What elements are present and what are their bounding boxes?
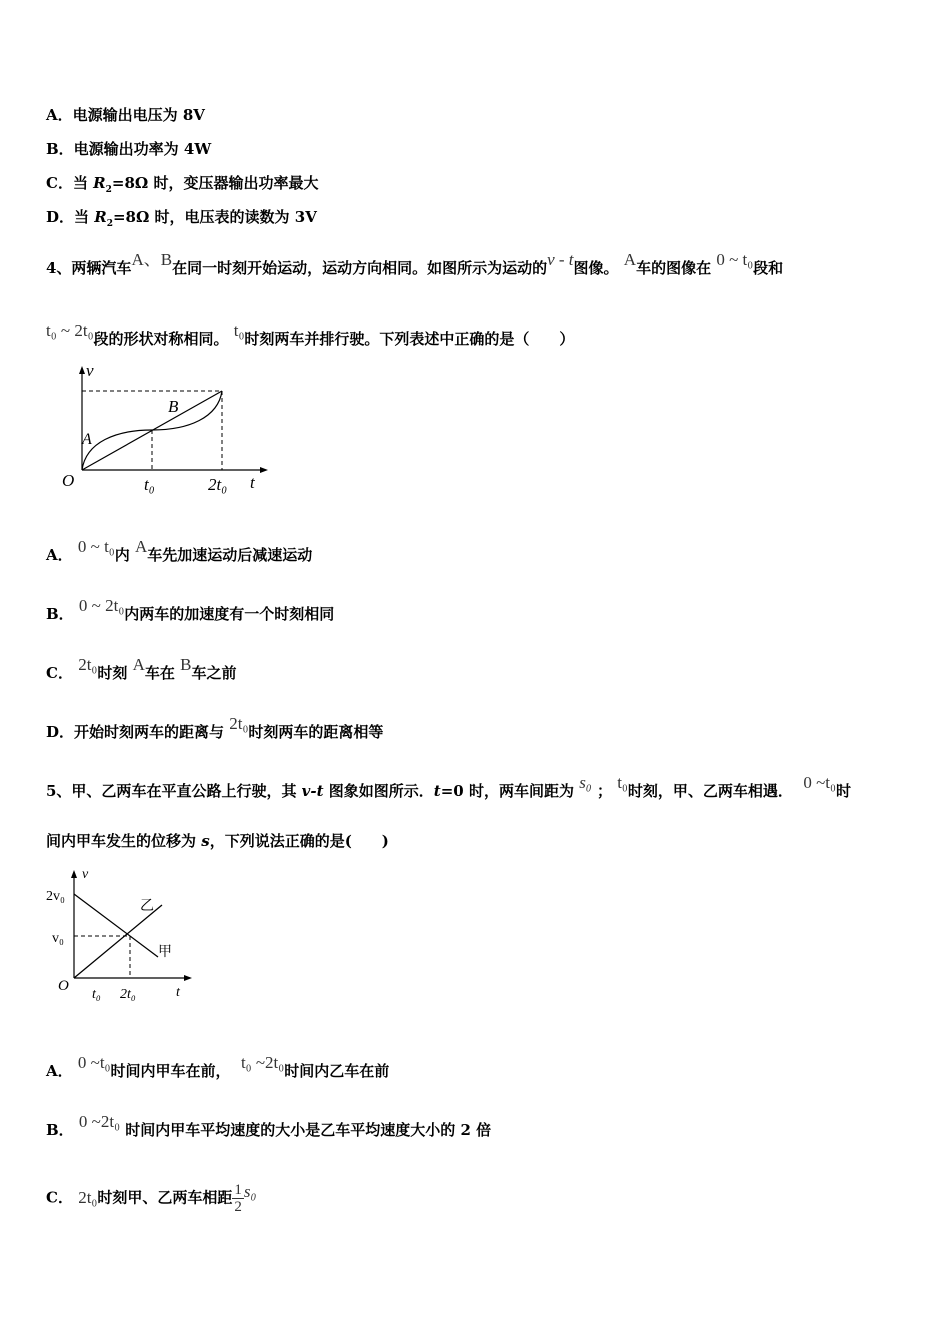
q4-option-a: [46, 537, 313, 565]
q5-label-t0: t₀: [92, 987, 101, 1002]
q5-label-o: O: [58, 978, 69, 994]
q5-b-math1: 0 ~2t₀: [78, 1112, 121, 1131]
q4-c-math2: A: [132, 655, 145, 674]
q5-label-2v0: 2v₀: [46, 889, 65, 904]
q3-option-d: [46, 206, 317, 229]
q5-stem-line1: [46, 773, 851, 801]
q5-c-math-s0: s₀: [243, 1181, 257, 1201]
q4-l2-a: 段的形状对称相同。: [93, 330, 229, 348]
q4-b-label: B．: [46, 605, 74, 623]
q5-option-b: [46, 1112, 492, 1140]
q5-b-text1: 时间内甲车平均速度的大小是乙车平均速度大小的 2 倍: [120, 1121, 492, 1139]
q4-c-text3: 车之前: [191, 664, 237, 682]
q4-l1-c: 图像。: [573, 259, 619, 277]
q5-y-arrow: [71, 870, 77, 878]
q3-option-b: [46, 138, 211, 159]
q4-x-arrow: [260, 467, 268, 473]
q4-b-text1: 内两车的加速度有一个时刻相同: [124, 605, 335, 623]
q5-c-math1: 2t₀: [78, 1187, 98, 1207]
q3-c-r: R: [93, 174, 106, 192]
q3-d-post: =8Ω 时，电压表的读数为 3V: [112, 208, 317, 226]
q4-a-text2: 车先加速运动后减速运动: [147, 546, 313, 564]
q4-stem-line2: [46, 321, 575, 349]
q4-a-label: A．: [46, 546, 73, 564]
q5-l2-b: ，下列说法正确的是( ): [209, 832, 389, 850]
q5-label-v0: v₀: [52, 931, 64, 946]
q4-d-text1: 时刻两车的距离相等: [248, 723, 384, 741]
q3-option-a: [46, 104, 205, 125]
q5-label-jia: 甲: [158, 945, 172, 960]
q5-l1-t: t: [433, 782, 441, 800]
q5-math-t0: t₀: [617, 773, 628, 792]
q4-c-math3: B: [180, 655, 192, 674]
q5-a-math2: t₀ ~2t₀: [240, 1053, 285, 1072]
q5-c-fraction: [232, 1182, 244, 1215]
q5-stem-line2: [46, 830, 389, 851]
q4-vt-graph: [56, 362, 276, 502]
q5-vt-graph: [42, 864, 202, 1009]
q5-l1-e: 时刻，甲、乙两车相遇．: [627, 782, 793, 800]
q4-a-math1: 0 ~ t₀: [77, 537, 115, 556]
q5-math-0t0: 0 ~t₀: [803, 773, 836, 792]
q3-option-b-text: B．电源输出功率为 4W: [46, 140, 212, 158]
q3-d-pre: D．当: [46, 208, 95, 226]
q4-label-2t0: 2t₀: [208, 475, 228, 494]
q4-math-t0: t₀: [233, 321, 245, 340]
q4-l1-a: 4、两辆汽车: [46, 259, 132, 277]
q5-x-arrow: [184, 975, 192, 981]
q4-math-t0-2t0: t₀ ~ 2t₀: [46, 321, 94, 340]
q5-label-t: t: [176, 985, 180, 1000]
q4-c-text2: 车在: [144, 664, 175, 682]
q5-l1-d: ；: [596, 782, 612, 800]
q5-a-text2: 时间内乙车在前: [284, 1062, 390, 1080]
q5-label-2t0: 2t₀: [120, 987, 136, 1002]
q4-d-math1: 2t₀: [229, 714, 249, 733]
q3-c-post: =8Ω 时，变压器输出功率最大: [111, 174, 319, 192]
q5-l1-c: =0 时，两车间距为: [440, 782, 574, 800]
q4-l2-b: 时刻两车并排行驶。下列表述中正确的是（ ）: [244, 330, 575, 348]
q4-stem-line1: [46, 250, 784, 278]
q5-a-text1: 时间内甲车在前，: [110, 1062, 231, 1080]
q5-l1-a: 5、甲、乙两车在平直公路上行驶，其: [46, 782, 302, 800]
q4-c-text1: 时刻: [97, 664, 128, 682]
q4-label-t: t: [250, 473, 255, 492]
q5-c-text1: 时刻甲、乙两车相距: [97, 1188, 233, 1207]
q4-option-b: [46, 596, 335, 624]
q5-option-c: [46, 1182, 256, 1215]
q5-line-yi: [74, 905, 162, 978]
q4-math-0t0: 0 ~ t₀: [716, 250, 754, 269]
q4-a-text1: 内: [114, 546, 130, 564]
q3-d-r: R: [94, 208, 107, 226]
q5-label-v: v: [82, 867, 89, 882]
q4-c-math1: 2t₀: [78, 655, 98, 674]
q5-a-math1: 0 ~t₀: [77, 1053, 111, 1072]
q4-b-math1: 0 ~ 2t₀: [78, 596, 125, 615]
q3-option-a-text: A．电源输出电压为 8V: [46, 106, 205, 124]
q4-math-vt: v - t: [547, 250, 574, 269]
q3-c-sub: 2: [105, 185, 112, 195]
q5-c-frac-num: 1: [234, 1182, 242, 1198]
q5-l1-vt: v-t: [301, 782, 324, 800]
q5-c-frac-den: 2: [234, 1199, 242, 1215]
q5-c-label: C．: [46, 1188, 73, 1207]
q4-math-a: A: [623, 250, 637, 269]
q5-option-a: [46, 1053, 390, 1081]
q5-math-s0: s₀: [579, 773, 592, 792]
q4-label-a: A: [82, 431, 92, 448]
q3-c-pre: C．当: [46, 174, 94, 192]
q4-option-d: [46, 714, 384, 742]
q4-label-v: v: [86, 362, 94, 380]
q4-d-label: D．开始时刻两车的距离与: [46, 723, 225, 741]
q4-y-arrow: [79, 366, 85, 374]
q4-l1-e: 段和: [753, 259, 784, 277]
q5-b-label: B．: [46, 1121, 74, 1139]
q5-l2-s: s: [201, 832, 210, 850]
q5-a-label: A．: [46, 1062, 73, 1080]
q4-option-c: [46, 655, 237, 683]
q5-l1-b: 图象如图所示．: [323, 782, 434, 800]
q5-l2-a: 间内甲车发生的位移为: [46, 832, 202, 850]
q4-l1-d: 车的图像在: [636, 259, 712, 277]
q4-math-ab: A、B: [131, 250, 173, 269]
q4-label-b: B: [168, 397, 179, 416]
q4-l1-b: 在同一时刻开始运动，运动方向相同。如图所示为运动的: [172, 259, 548, 277]
q5-l1-f: 时: [835, 782, 851, 800]
q4-c-label: C．: [46, 664, 73, 682]
q5-label-yi: 乙: [140, 899, 154, 914]
q4-label-t0: t₀: [144, 475, 155, 494]
q3-option-c: [46, 172, 319, 195]
q4-a-math2: A: [134, 537, 148, 556]
q3-d-sub: 2: [106, 219, 113, 229]
q4-label-o: O: [62, 471, 75, 490]
